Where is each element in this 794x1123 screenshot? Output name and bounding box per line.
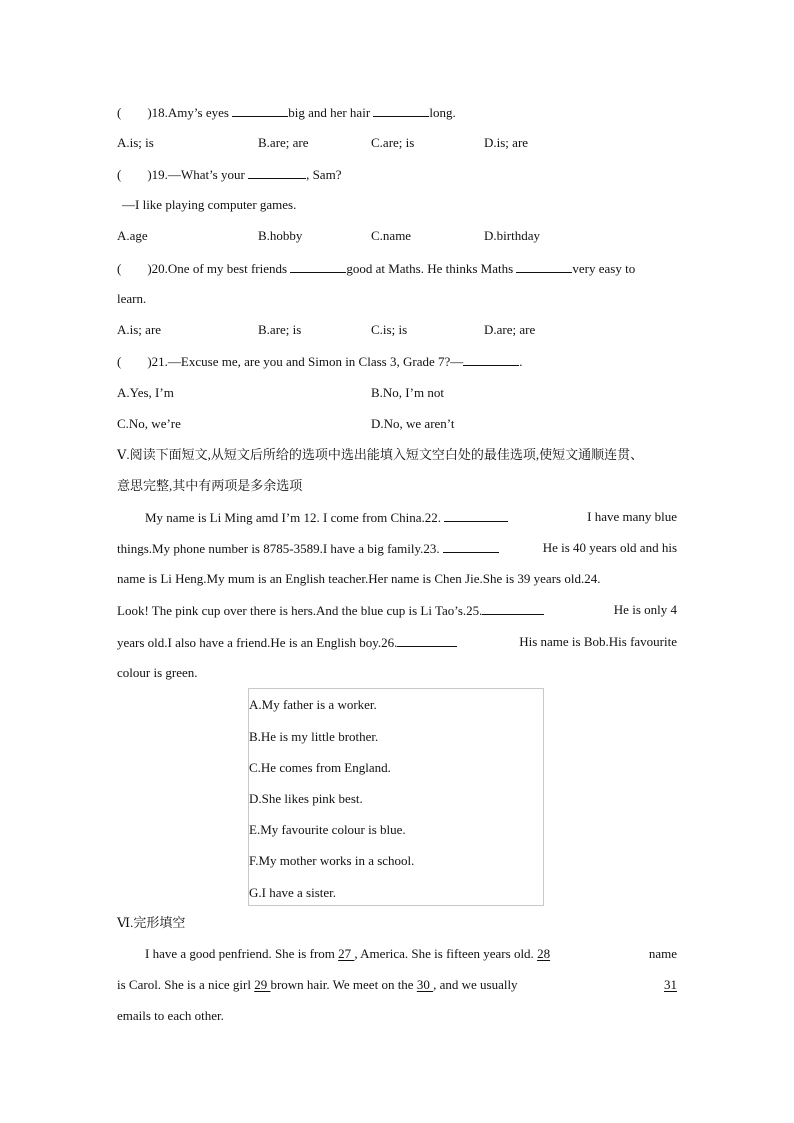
choice-c[interactable]: C.He comes from England.: [249, 760, 391, 775]
passage-line-2-tail: He is 40 years old and his: [542, 540, 677, 555]
blank-29[interactable]: 29: [254, 977, 271, 992]
choice-a[interactable]: A.My father is a worker.: [249, 697, 377, 712]
blank-22[interactable]: [444, 509, 508, 522]
q18-option-b[interactable]: B.are; are: [258, 135, 309, 150]
q20-continuation: learn.: [117, 291, 147, 306]
section-5-title-line-2: 意思完整,其中有两项是多余选项: [117, 478, 303, 493]
q20-blank-2[interactable]: [516, 260, 572, 273]
cloze-line-3: emails to each other.: [117, 1008, 224, 1023]
choice-e[interactable]: E.My favourite colour is blue.: [249, 822, 406, 837]
blank-27[interactable]: 27: [338, 946, 355, 961]
passage-line-6: colour is green.: [117, 665, 198, 680]
q19-paren-open: (: [117, 167, 122, 182]
q21-option-c[interactable]: C.No, we’re: [117, 416, 181, 431]
options-box: [248, 688, 544, 906]
blank-30[interactable]: 30: [416, 977, 434, 992]
q21-blank[interactable]: [463, 353, 519, 366]
q19-stem: )19.—What’s your: [147, 167, 249, 182]
q19-option-c[interactable]: C.name: [371, 228, 412, 243]
q20-blank-1[interactable]: [290, 260, 346, 273]
choice-g[interactable]: G.I have a sister.: [249, 885, 337, 900]
section-5-title-line-1: Ⅴ.阅读下面短文,从短文后所给的选项中选出能填入短文空白处的最佳选项,使短文通顺连贯、: [117, 447, 644, 462]
q18-blank-1[interactable]: [232, 104, 288, 117]
q20-option-c[interactable]: C.is; is: [371, 322, 408, 337]
blank-31[interactable]: 31: [664, 977, 677, 992]
choice-b[interactable]: B.He is my little brother.: [249, 729, 379, 744]
blank-26[interactable]: [397, 634, 457, 647]
q19-reply: —I like playing computer games.: [122, 197, 297, 212]
q19-option-d[interactable]: D.birthday: [484, 228, 540, 243]
passage-line-1-text: My name is Li Ming amd I’m 12. I come from China.22.: [117, 509, 508, 526]
q21-option-b[interactable]: B.No, I’m not: [371, 385, 444, 400]
q20-paren-open: (: [117, 261, 122, 276]
q19-blank[interactable]: [248, 166, 306, 179]
section-6-title: Ⅵ.完形填空: [117, 915, 186, 930]
passage-line-4-tail: He is only 4: [613, 602, 677, 617]
passage-line-4: [117, 602, 677, 619]
question-21: [117, 353, 523, 370]
passage-line-3: name is Li Heng.My mum is an English teacher.Her name is Chen Jie.She is 39 years old.24.: [117, 571, 601, 586]
q20-stem: )20.One of my best friends: [147, 261, 291, 276]
q18-option-a[interactable]: A.is; is: [117, 135, 154, 150]
passage-line-1: [117, 509, 677, 526]
q18-stem: )18.Amy’s eyes: [147, 105, 233, 120]
q20-option-d[interactable]: D.are; are: [484, 322, 536, 337]
q21-option-a[interactable]: A.Yes, I’m: [117, 385, 174, 400]
q18-option-d[interactable]: D.is; are: [484, 135, 529, 150]
passage-line-1-tail: I have many blue: [587, 509, 677, 524]
passage-line-2-text: things.My phone number is 8785-3589.I have a big family.23.: [117, 540, 499, 557]
q19-option-a[interactable]: A.age: [117, 228, 148, 243]
cloze-line-1: [117, 946, 677, 962]
q20-stem-end: very easy to: [572, 261, 636, 276]
q19-option-b[interactable]: B.hobby: [258, 228, 303, 243]
cloze-line-2: [117, 977, 677, 993]
passage-line-5-tail: His name is Bob.His favourite: [519, 634, 677, 649]
cloze-line-1-head: I have a good penfriend. She is from 27 , America. She is fifteen years old. 28: [145, 946, 551, 961]
q18-blank-2[interactable]: [373, 104, 429, 117]
q18-stem-mid: big and her hair: [288, 105, 374, 120]
q21-paren-open: (: [117, 354, 122, 369]
passage-line-5-text: years old.I also have a friend.He is an English boy.26.: [117, 634, 457, 651]
blank-28[interactable]: 28: [537, 946, 551, 961]
q21-stem-end: .: [519, 354, 523, 369]
q18-stem-end: long.: [429, 105, 456, 120]
q18-option-c[interactable]: C.are; is: [371, 135, 415, 150]
passage-line-5: [117, 634, 677, 651]
question-20: [117, 260, 635, 277]
passage-line-4-text: Look! The pink cup over there is hers.And the blue cup is Li Tao’s.25.: [117, 602, 544, 619]
q21-stem: )21.—Excuse me, are you and Simon in Class 3, Grade 7?—: [147, 354, 464, 369]
cloze-line-1-tail: name: [648, 946, 677, 961]
blank-25[interactable]: [482, 602, 544, 615]
q19-stem-end: , Sam?: [306, 167, 342, 182]
question-19: [117, 166, 341, 183]
q21-option-d[interactable]: D.No, we aren’t: [371, 416, 455, 431]
choice-f[interactable]: F.My mother works in a school.: [249, 853, 415, 868]
choice-d[interactable]: D.She likes pink best.: [249, 791, 363, 806]
q18-paren-open: (: [117, 105, 122, 120]
q20-stem-mid: good at Maths. He thinks Maths: [346, 261, 517, 276]
q20-option-a[interactable]: A.is; are: [117, 322, 162, 337]
passage-line-2: [117, 540, 677, 557]
blank-23[interactable]: [443, 540, 499, 553]
question-18: [117, 104, 456, 121]
q20-option-b[interactable]: B.are; is: [258, 322, 302, 337]
cloze-line-2-head: is Carol. She is a nice girl 29 brown hair. We meet on the 30 , and we usually: [117, 977, 518, 992]
